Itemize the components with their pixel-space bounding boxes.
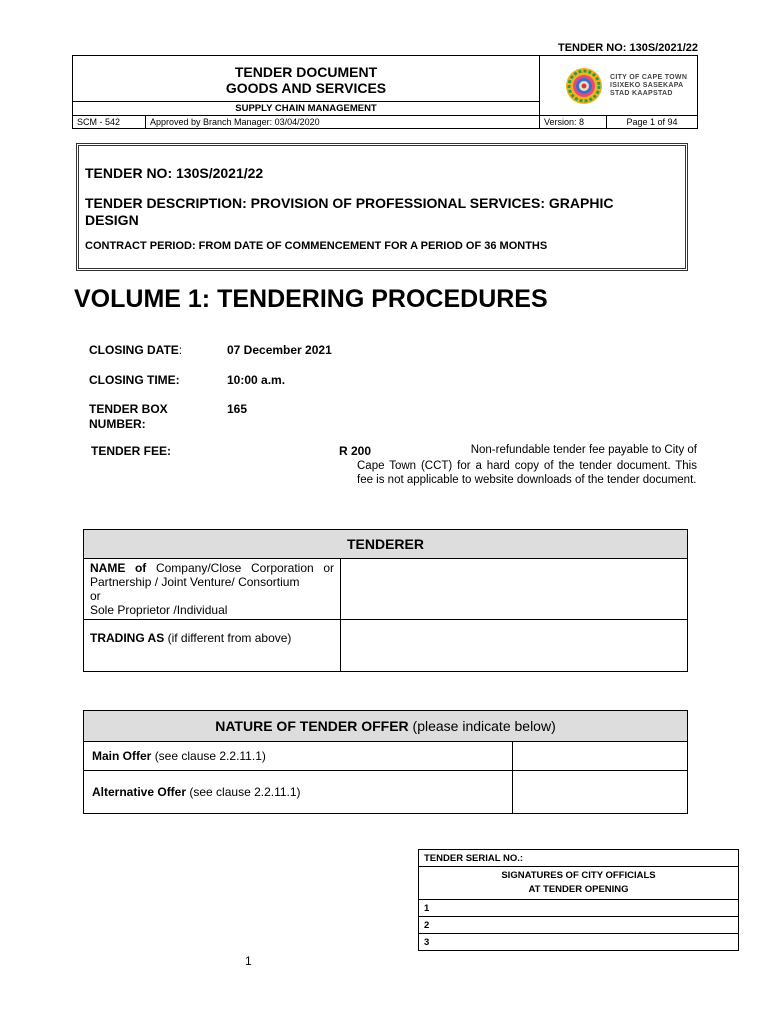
tenderer-heading: TENDERER xyxy=(84,530,688,559)
scm-code: SCM - 542 xyxy=(73,116,146,129)
alternative-offer-label: Alternative Offer (see clause 2.2.11.1) xyxy=(84,771,513,814)
signature-row[interactable]: 1 xyxy=(419,900,739,917)
nature-of-offer-table xyxy=(83,710,688,814)
closing-time-value: 10:00 a.m. xyxy=(227,373,286,387)
summary-contract-period: CONTRACT PERIOD: FROM DATE OF COMMENCEMENT FOR A PERIOD OF 36 MONTHS xyxy=(85,240,548,252)
tender-fee-text-lead: Non-refundable tender fee payable to City of xyxy=(470,444,697,456)
document-title: TENDER DOCUMENT GOODS AND SERVICES xyxy=(73,56,540,102)
main-offer-label: Main Offer (see clause 2.2.11.1) xyxy=(84,742,513,771)
trading-as-field[interactable] xyxy=(341,620,688,672)
closing-time-label: CLOSING TIME: xyxy=(89,373,180,387)
tenderer-name-field[interactable] xyxy=(341,559,688,620)
tender-box-value: 165 xyxy=(227,402,248,416)
alternative-offer-field[interactable] xyxy=(513,771,688,814)
closing-date-value: 07 December 2021 xyxy=(227,343,332,357)
trading-as-label: TRADING AS (if different from above) xyxy=(84,620,341,672)
page-number: 1 xyxy=(245,954,252,968)
tender-fee-text: Cape Town (CCT) for a hard copy of the tender document. This fee is not applicable to website downloads of the tender document. xyxy=(357,460,697,486)
city-logo: CITY OF CAPE TOWN ISIXEKO SASEKAPA STAD KAAPSTAD xyxy=(540,56,698,116)
main-offer-field[interactable] xyxy=(513,742,688,771)
city-emblem-icon xyxy=(564,66,604,106)
signature-row[interactable]: 2 xyxy=(419,917,739,934)
header-tender-number: TENDER NO: 130S/2021/22 xyxy=(557,42,698,54)
tender-summary-box xyxy=(76,143,688,271)
closing-date-label: CLOSING DATE: xyxy=(89,343,183,357)
serial-number-label: TENDER SERIAL NO.: xyxy=(419,850,739,867)
tenderer-table xyxy=(83,529,688,672)
tenderer-name-label: NAME of Company/Close Corporation or Partnership / Joint Venture/ Consortium or Sole Proprietor /Individual xyxy=(84,559,341,620)
version-label: Version: 8 xyxy=(540,116,607,129)
document-header-table xyxy=(72,55,698,129)
tender-fee-amount: R 200 xyxy=(339,444,372,458)
approval-note: Approved by Branch Manager: 03/04/2020 xyxy=(146,116,540,129)
nature-heading: NATURE OF TENDER OFFER (please indicate below) xyxy=(84,711,688,742)
signature-row[interactable]: 3 xyxy=(419,934,739,951)
summary-description: TENDER DESCRIPTION: PROVISION OF PROFESSIONAL SERVICES: GRAPHIC DESIGN xyxy=(85,195,614,228)
page-count: Page 1 of 94 xyxy=(607,116,698,129)
document-subtitle: SUPPLY CHAIN MANAGEMENT xyxy=(73,102,540,116)
tender-serial-table xyxy=(418,849,739,951)
summary-tender-number: TENDER NO: 130S/2021/22 xyxy=(85,165,264,181)
volume-title: VOLUME 1: TENDERING PROCEDURES xyxy=(74,285,548,313)
tender-fee-label: TENDER FEE: xyxy=(91,444,172,458)
tender-box-label: TENDER BOX NUMBER: xyxy=(89,402,168,431)
officials-signature-heading: SIGNATURES OF CITY OFFICIALS AT TENDER OPENING xyxy=(419,867,739,900)
